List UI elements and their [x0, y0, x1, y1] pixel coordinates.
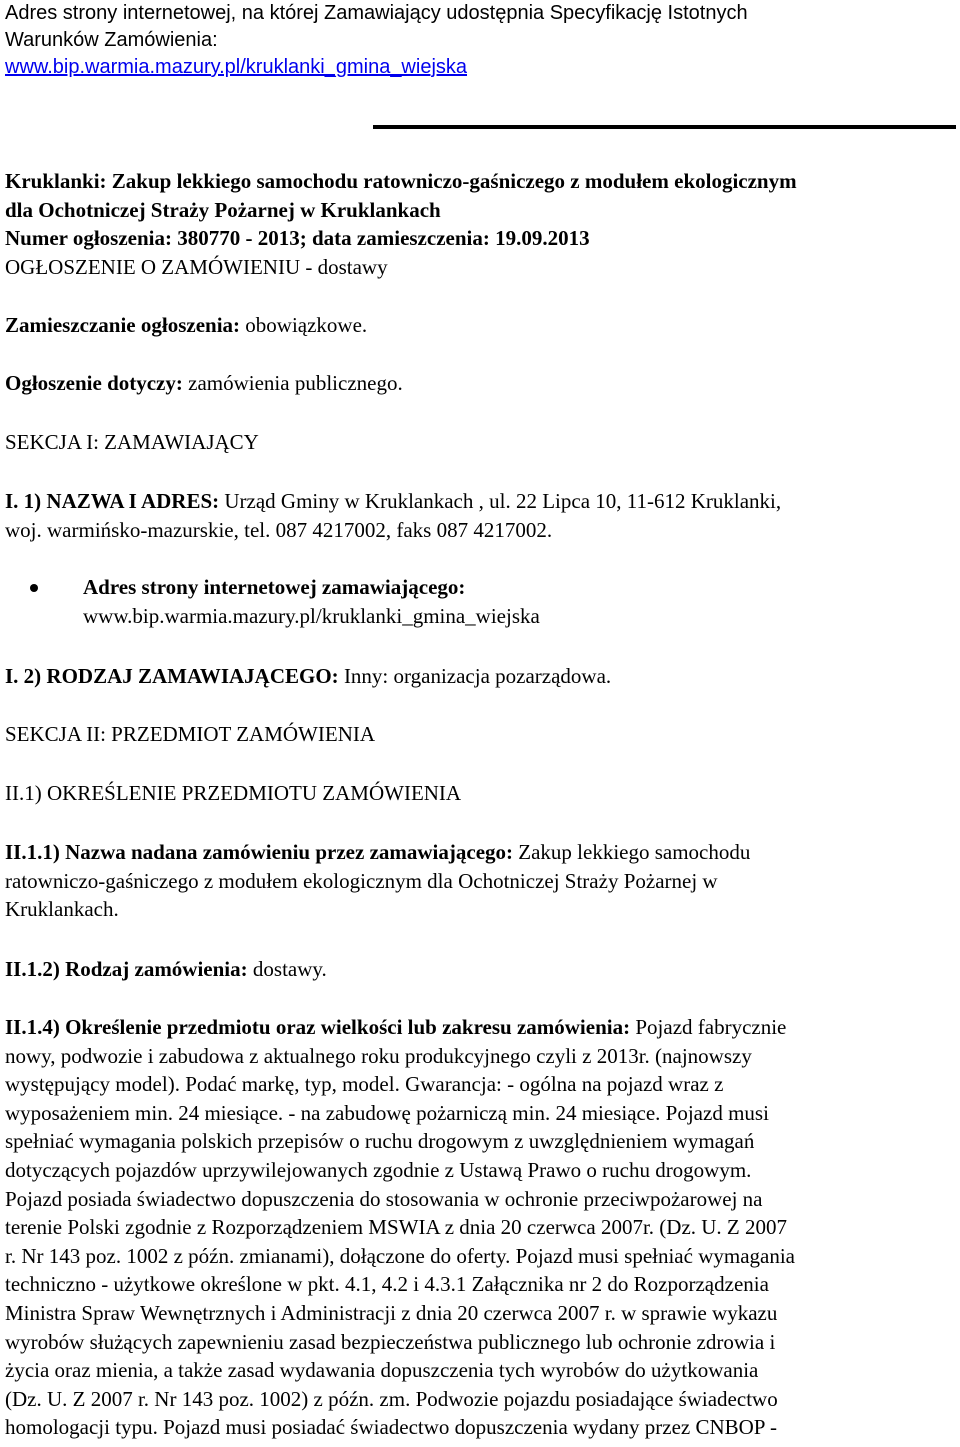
- section2-subheading: II.1) OKREŚLENIE PRZEDMIOTU ZAMÓWIENIA: [5, 781, 462, 805]
- spec-url-header: [5, 0, 955, 81]
- order-name-value-l2: ratowniczo-gaśniczego z modułem ekologicznym dla Ochotniczej Straży Pożarnej w: [5, 868, 718, 893]
- scope-line: wyposażeniem min. 24 miesiące. - na zabudowę pożarniczą min. 24 miesiące. Pojazd musi: [5, 1100, 769, 1125]
- posting-label: Zamieszczanie ogłoszenia:: [5, 313, 241, 337]
- scope-line: wyrobów służących zapewnieniu zasad bezpieczeństwa publicznego lub ochronie zdrowia i: [5, 1329, 776, 1354]
- section2-heading: SEKCJA II: PRZEDMIOT ZAMÓWIENIA: [5, 722, 376, 746]
- authority-type-value: Inny: organizacja pozarządowa.: [343, 664, 612, 688]
- address-value-line1: Urząd Gminy w Kruklankach , ul. 22 Lipca 10, 11-612 Kruklanki,: [224, 489, 782, 513]
- concerns-value: zamówienia publicznego.: [188, 371, 403, 395]
- title-line3: Numer ogłoszenia: 380770 - 2013; data zamieszczenia: 19.09.2013: [5, 226, 590, 251]
- order-kind-row: [5, 955, 955, 984]
- authority-type-row: [5, 662, 955, 691]
- header-text-line2: Warunków Zamówienia:: [5, 29, 218, 51]
- scope-line: życia oraz mienia, a także zasad wydawania dopuszczenia tych wyrobów do użytkowania: [5, 1358, 759, 1383]
- website-label: Adres strony internetowej zamawiającego:: [83, 575, 466, 599]
- address-label: I. 1) NAZWA I ADRES:: [5, 489, 220, 513]
- title-line1: Kruklanki: Zakup lekkiego samochodu ratowniczo-gaśniczego z modułem ekologicznym: [5, 169, 797, 193]
- website-value: www.bip.warmia.mazury.pl/kruklanki_gmina_wiejska: [83, 603, 540, 628]
- horizontal-divider: [373, 125, 956, 129]
- order-kind-label: II.1.2) Rodzaj zamówienia:: [5, 957, 248, 981]
- scope-line: spełniać wymagania polskich przepisów o ruchu drogowym z uwzględnieniem wymagań: [5, 1129, 755, 1154]
- order-scope-paragraph: [5, 1013, 955, 1442]
- scope-line: r. Nr 143 poz. 1002 z późn. zmianami), dołączone do oferty. Pojazd musi spełniać wymagania: [5, 1243, 795, 1268]
- scope-line: terenie Polski zgodnie z Rozporządzeniem MSWIA z dnia 20 czerwca 2007r. (Dz. U. Z 2007: [5, 1215, 788, 1240]
- scope-line: techniczno - użytkowe określone w pkt. 4.1, 4.2 i 4.3.1 Załącznika nr 2 do Rozporządzenia: [5, 1272, 769, 1297]
- scope-line: homologacji typu. Pojazd musi posiadać świadectwo dopuszczenia wydany przez CNBOP -: [5, 1415, 777, 1440]
- section1-heading: SEKCJA I: ZAMAWIAJĄCY: [5, 430, 259, 454]
- scope-line: Ministra Spraw Wewnętrznych i Administracji z dnia 20 czerwca 2007 r. w sprawie wykazu: [5, 1300, 778, 1325]
- posting-value: obowiązkowe.: [245, 313, 368, 337]
- order-scope-label: II.1.4) Określenie przedmiotu oraz wielkości lub zakresu zamówienia:: [5, 1015, 631, 1039]
- order-name-value-l1: Zakup lekkiego samochodu: [518, 840, 751, 864]
- scope-line: nowy, podwozie i zabudowa z aktualnego roku produkcyjnego czyli z 2013r. (najnowszy: [5, 1043, 752, 1068]
- contracting-authority-address: [5, 487, 955, 544]
- concerns-row: [5, 369, 955, 398]
- order-name-paragraph: [5, 838, 955, 924]
- authority-type-label: I. 2) RODZAJ ZAMAWIAJĄCEGO:: [5, 664, 339, 688]
- scope-line: Pojazd posiada świadectwo dopuszczenia do stosowania w ochronie przeciwpożarowej na: [5, 1186, 763, 1211]
- spec-url-link[interactable]: www.bip.warmia.mazury.pl/kruklanki_gmina_wiejska: [5, 56, 468, 78]
- address-value-line2: woj. warmińsko-mazurskie, tel. 087 4217002, faks 087 4217002.: [5, 517, 553, 542]
- bullet-icon: [30, 584, 38, 592]
- posting-row: [5, 311, 955, 340]
- title-line2: dla Ochotniczej Straży Pożarnej w Kruklankach: [5, 197, 441, 222]
- header-text-line1: Adres strony internetowej, na której Zamawiający udostępnia Specyfikację Istotnych: [5, 2, 748, 24]
- scope-line: (Dz. U. Z 2007 r. Nr 143 poz. 1002) z późn. zm. Podwozie pojazdu posiadające świadectwo: [5, 1386, 778, 1411]
- concerns-label: Ogłoszenie dotyczy:: [5, 371, 183, 395]
- order-kind-value: dostawy.: [252, 957, 327, 981]
- scope-line: dotyczących pojazdów uprzywilejowanych zgodnie z Ustawą Prawo o ruchu drogowym.: [5, 1157, 752, 1182]
- scope-line: występujący model). Podać markę, typ, model. Gwarancja: - ogólna na pojazd wraz z: [5, 1072, 724, 1097]
- order-name-label: II.1.1) Nazwa nadana zamówieniu przez zamawiającego:: [5, 840, 514, 864]
- notice-type: OGŁOSZENIE O ZAMÓWIENIU - dostawy: [5, 255, 388, 279]
- order-name-value-l3: Kruklankach.: [5, 897, 119, 922]
- notice-title: [5, 167, 955, 253]
- scope-line: Pojazd fabrycznie: [635, 1015, 787, 1039]
